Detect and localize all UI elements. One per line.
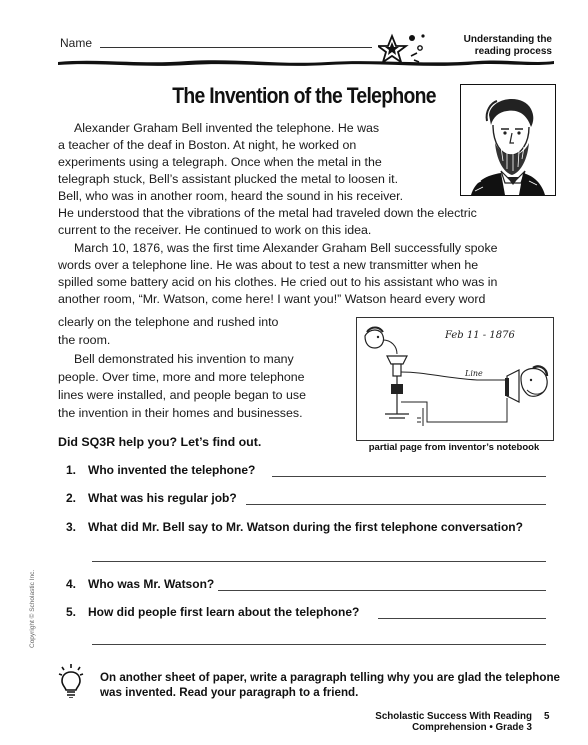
page-number: 5 (544, 711, 550, 722)
passage-line: lines were installed, and people began to use (58, 388, 306, 402)
passage-line: another room, “Mr. Watson, come here! I want you!” Watson heard every word (58, 292, 486, 306)
question-text: Who invented the telephone? (88, 463, 256, 477)
sketch-caption: partial page from inventor’s notebook (368, 442, 540, 453)
writing-prompt-line: was invented. Read your paragraph to a friend. (100, 686, 359, 699)
passage-line: Bell, who was in another room, heard the sound in his receiver. (58, 189, 404, 203)
question-number: 3. (66, 520, 77, 534)
footer-book-title: Scholastic Success With Reading Comprehension • Grade 3 (375, 711, 532, 733)
answer-line[interactable] (92, 561, 546, 562)
passage-line: He understood that the vibrations of the metal had traveled down the electric (58, 206, 477, 220)
question-number: 2. (66, 491, 77, 505)
question-text: How did people first learn about the telephone? (88, 605, 360, 619)
question-text: What did Mr. Bell say to Mr. Watson during the first telephone conversation? (88, 520, 523, 534)
section-tag-line-2: reading process (474, 46, 552, 57)
question-number: 4. (66, 577, 77, 591)
passage-line: March 10, 1876, was the first time Alexander Graham Bell successfully spoke (74, 241, 498, 255)
answer-line[interactable] (218, 590, 546, 591)
lightbulb-icon (58, 662, 84, 698)
passage-line: a teacher of the deaf in Boston. At night, he worked on (58, 138, 357, 152)
question-number: 1. (66, 463, 77, 477)
notebook-line-label: Line (465, 369, 483, 378)
passage-line: clearly on the telephone and rushed into (58, 315, 279, 329)
passage-line: Alexander Graham Bell invented the telephone. He was (74, 121, 380, 135)
questions-heading: Did SQ3R help you? Let’s find out. (58, 435, 262, 449)
name-line[interactable] (100, 47, 372, 48)
answer-line[interactable] (272, 476, 546, 477)
notebook-date: Feb 11 - 1876 (445, 330, 515, 341)
passage-line: words over a telephone line. He was about to test a new transmitter when he (58, 258, 479, 272)
passage-line: the room. (58, 333, 111, 347)
brush-divider (58, 56, 554, 68)
answer-line[interactable] (378, 618, 546, 619)
writing-prompt-line: On another sheet of paper, write a paragraph telling why you are glad the telephone (100, 671, 560, 684)
bell-portrait-illustration (460, 84, 556, 196)
question-text: What was his regular job? (88, 491, 237, 505)
passage-line: telegraph stuck, Bell’s assistant plucked the metal to loosen it. (58, 172, 399, 186)
section-tag-line-1: Understanding the (463, 34, 552, 45)
question-number: 5. (66, 605, 77, 619)
section-tag (440, 34, 552, 58)
passage-line: Bell demonstrated his invention to many (74, 352, 294, 366)
question-text: Who was Mr. Watson? (88, 577, 215, 591)
answer-line[interactable] (246, 504, 546, 505)
answer-line[interactable] (92, 644, 546, 645)
passage-line: spilled some battery acid on his clothes. He cried out to his assistant who was in (58, 275, 498, 289)
passage-line: the invention in their homes and businesses. (58, 406, 303, 420)
passage-line: current to the receiver. He continued to work on this idea. (58, 223, 372, 237)
passage-line: experiments using a telegraph. Once when the metal in the (58, 155, 382, 169)
passage-line: people. Over time, more and more telephone (58, 370, 305, 384)
copyright-text: Copyright © Scholastic Inc. (29, 569, 36, 648)
inventor-notebook-sketch (356, 317, 554, 441)
copyright-notice (25, 560, 37, 650)
page-title: The Invention of the Telephone (172, 83, 436, 108)
name-label: Name (60, 36, 93, 50)
